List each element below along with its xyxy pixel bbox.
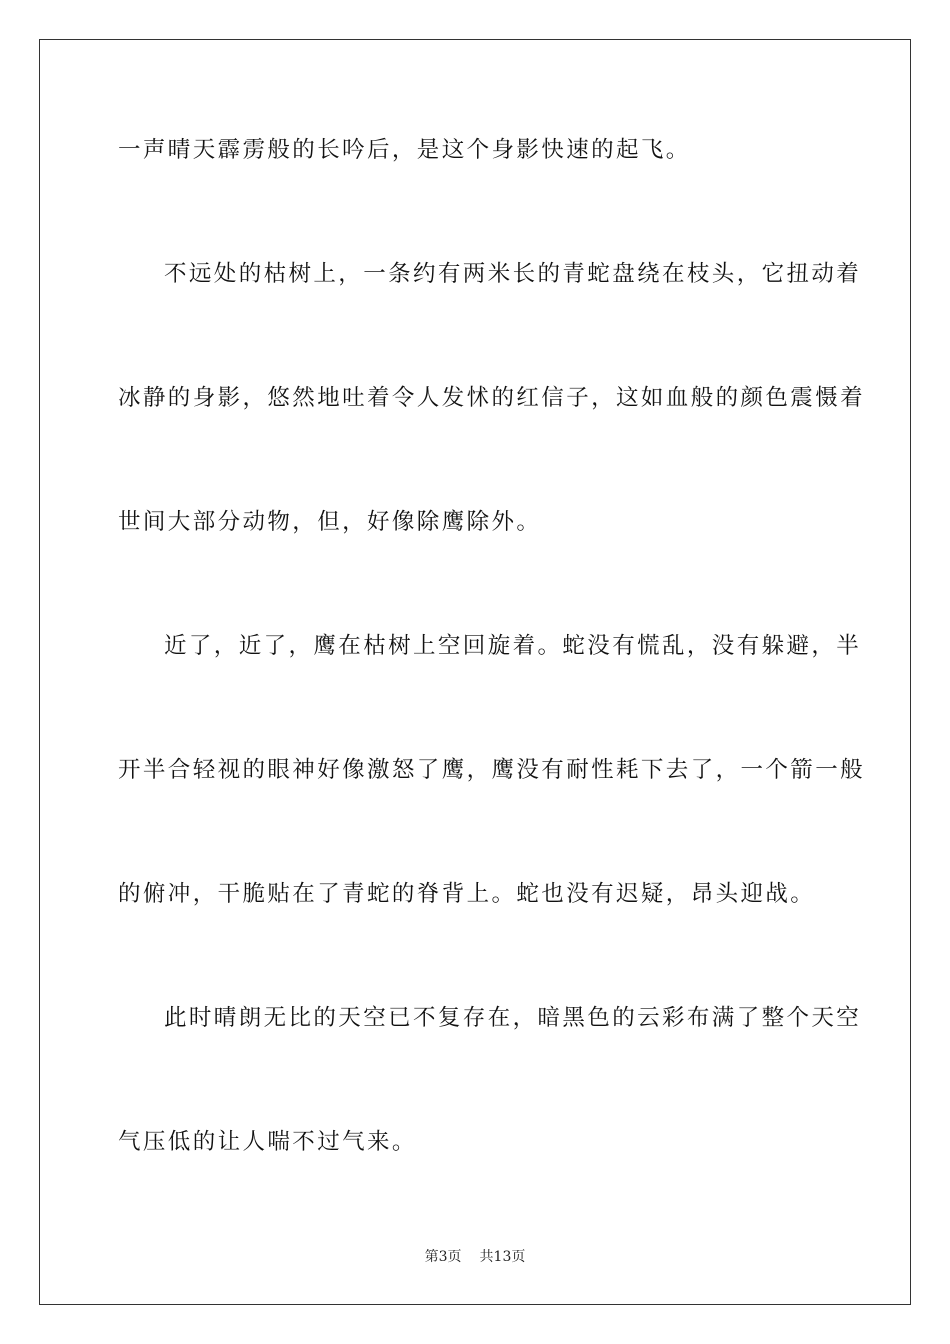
text-line-2: 不远处的枯树上，一条约有两米长的青蛇盘绕在枝头，它扭动着 [164,261,862,287]
text-line-5: 近了，近了，鹰在枯树上空回旋着。蛇没有慌乱，没有躲避，半 [164,633,862,659]
text-line-7: 的俯冲，干脆贴在了青蛇的脊背上。蛇也没有迟疑，昂头迎战。 [118,881,816,907]
text-line-9: 气压低的让人喘不过气来。 [118,1129,417,1155]
total-pages: 共13页 [479,1249,526,1265]
text-line-1: 一声晴天霹雳般的长吟后，是这个身影快速的起飞。 [118,137,691,163]
page-border [39,39,911,1305]
page-footer [0,1248,950,1266]
page-number: 第3页 [424,1249,462,1265]
text-line-6: 开半合轻视的眼神好像激怒了鹰，鹰没有耐性耗下去了，一个箭一般 [118,757,866,783]
text-line-8: 此时晴朗无比的天空已不复存在，暗黑色的云彩布满了整个天空 [164,1005,862,1031]
text-line-4: 世间大部分动物，但，好像除鹰除外。 [118,509,542,535]
text-line-3: 冰静的身影，悠然地吐着令人发怵的红信子，这如血般的颜色震慑着 [118,385,866,411]
